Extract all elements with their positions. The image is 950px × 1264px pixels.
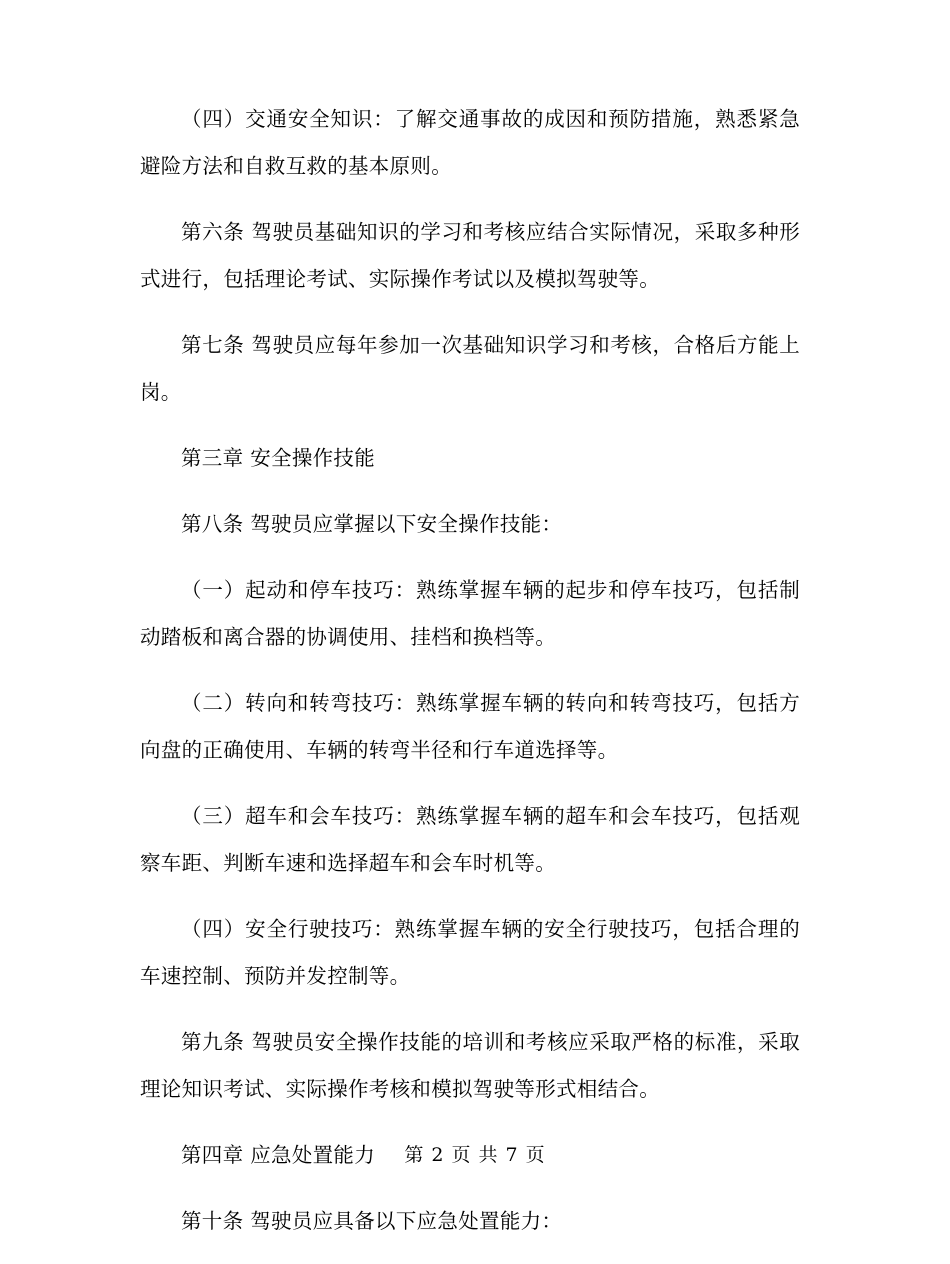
chapter-4-heading: 第四章 应急处置能力 <box>181 1143 376 1167</box>
paragraph-article-9: 第九条 驾驶员安全操作技能的培训和考核应采取严格的标准，采取理论知识考试、实际操作考核和模拟驾驶等形式相结合。 <box>140 1030 800 1101</box>
document-body <box>140 96 800 1264</box>
paragraph-article-10: 第十条 驾驶员应具备以下应急处置能力： <box>181 1209 563 1233</box>
paragraph-skill-safe-driving: （四）安全行驶技巧：熟练掌握车辆的安全行驶技巧，包括合理的车速控制、预防并发控制等。 <box>140 917 800 988</box>
paragraph-article-7: 第七条 驾驶员应每年参加一次基础知识学习和考核，合格后方能上岗。 <box>140 333 800 404</box>
paragraph-skill-overtaking: （三）超车和会车技巧：熟练掌握车辆的超车和会车技巧，包括观察车距、判断车速和选择超车和会车时机等。 <box>140 804 800 875</box>
paragraph-skill-steering: （二）转向和转弯技巧：熟练掌握车辆的转向和转弯技巧，包括方向盘的正确使用、车辆的转弯半径和行车道选择等。 <box>140 691 800 762</box>
chapter-3-heading: 第三章 安全操作技能 <box>181 446 376 470</box>
page-footer: 第 2 页 共 7 页 <box>404 1144 546 1166</box>
paragraph-skill-start-stop: （一）起动和停车技巧：熟练掌握车辆的起步和停车技巧，包括制动踏板和离合器的协调使用、挂档和换档等。 <box>140 578 800 649</box>
paragraph-article-6: 第六条 驾驶员基础知识的学习和考核应结合实际情况，采取多种形式进行，包括理论考试、实际操作考试以及模拟驾驶等。 <box>140 220 800 291</box>
paragraph-article-8: 第八条 驾驶员应掌握以下安全操作技能： <box>181 512 563 536</box>
paragraph-traffic-safety-knowledge: （四）交通安全知识：了解交通事故的成因和预防措施，熟悉紧急避险方法和自救互救的基本原则。 <box>140 107 800 178</box>
